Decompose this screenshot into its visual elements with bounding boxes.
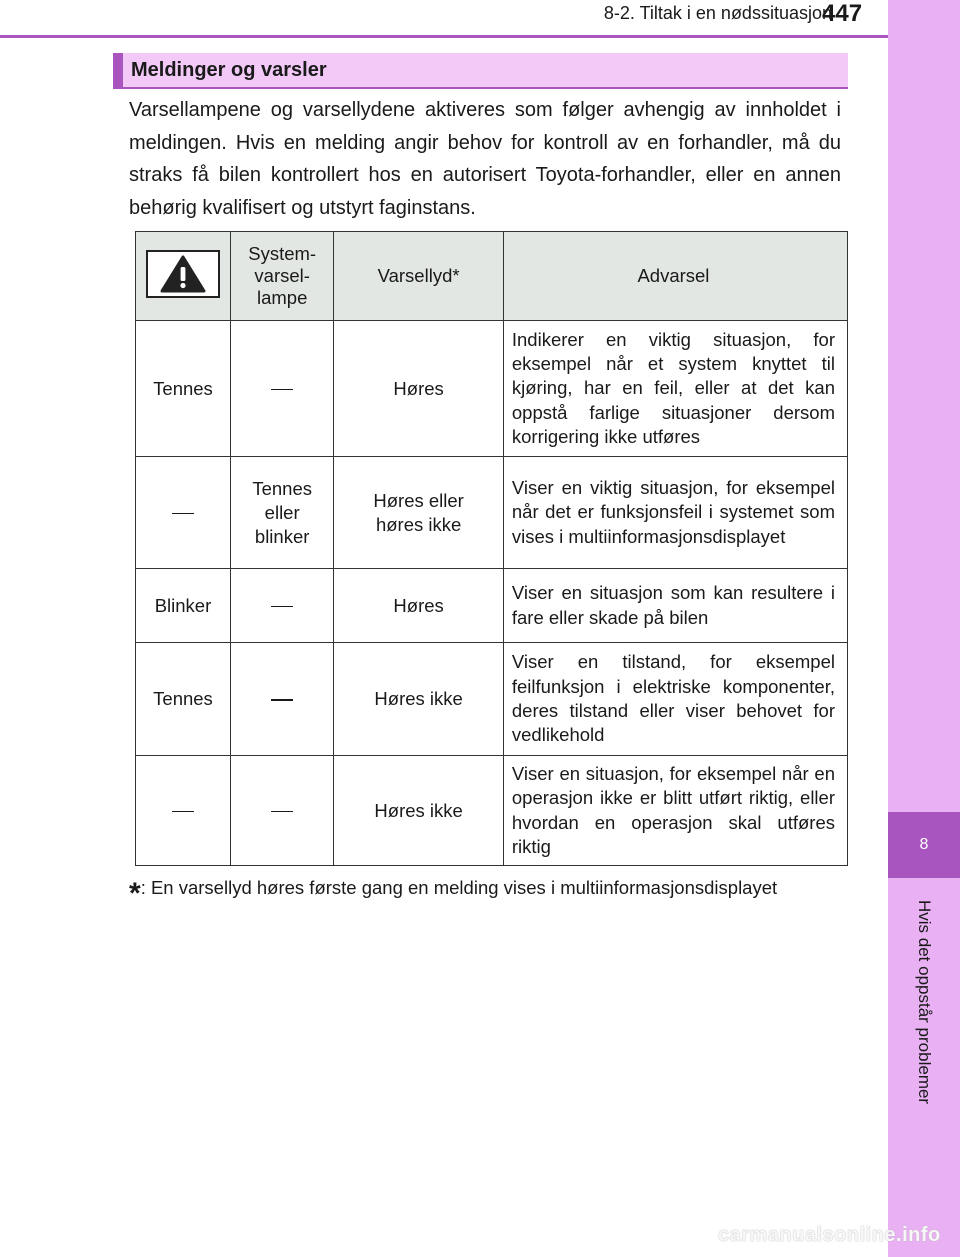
cell-sound: Høres ikke [334, 643, 504, 756]
dash-icon [172, 513, 194, 514]
dash-icon [172, 811, 194, 812]
intro-paragraph: Varsellampene og varsellydene aktiveres som følger avhengig av innholdet i meldingen. Hvis en melding angir behov for kontroll av en forhandler, må du straks få bilen kontrollert hos en autorisert Toyota-forhandler, eller en annen behørig kvalifisert og utstyrt faginstans. [129, 99, 841, 219]
cell-warning: Indikerer en viktig situasjon, for eksempel når et system knyttet til kjøring, har en feil, eller at det kan oppstå farlige situasjoner dersom korrigering ikke utføres [503, 321, 847, 457]
header-icon-cell [136, 232, 231, 321]
footnote-marker: * [129, 877, 141, 910]
watermark: carmanualsonline.info [718, 1224, 941, 1246]
table-row [136, 643, 848, 756]
section-heading: Meldinger og varsler [113, 53, 848, 89]
cell-system-empty [230, 321, 333, 457]
dash-icon [271, 811, 293, 812]
column-header-sound: Varsellyd* [334, 232, 504, 321]
cell-sound: Høres [334, 569, 504, 643]
table-row [136, 457, 848, 569]
table-header-row [136, 232, 848, 321]
dash-icon [271, 389, 293, 390]
dash-icon [271, 606, 293, 607]
table-row [136, 756, 848, 866]
master-warning-icon [146, 250, 220, 298]
dash-icon [271, 699, 293, 700]
cell-system-empty [230, 643, 333, 756]
cell-lamp-empty [136, 457, 231, 569]
table-row [136, 321, 848, 457]
chapter-number-badge: 8 [888, 812, 960, 878]
footnote [129, 875, 841, 910]
cell-system-empty [230, 569, 333, 643]
cell-lamp: Blinker [136, 569, 231, 643]
page-number: 447 [822, 0, 863, 27]
cell-sound: Høres [334, 321, 504, 457]
cell-warning: Viser en situasjon, for eksempel når en operasjon ikke er blitt utført riktig, eller hvordan en operasjon skal utføres riktig [503, 756, 847, 866]
cell-lamp-empty [136, 756, 231, 866]
cell-system-empty [230, 756, 333, 866]
header-divider [0, 35, 888, 38]
cell-system: Tennes eller blinker [230, 457, 333, 569]
column-header-system-lamp: System- varsel- lampe [230, 232, 333, 321]
cell-warning: Viser en viktig situasjon, for eksempel når det er funksjonsfeil i systemet som vises i multiinformasjonsdisplayet [503, 457, 847, 569]
footnote-text: : En varsellyd høres første gang en melding vises i multiinformasjonsdisplayet [140, 877, 778, 898]
cell-sound: Høres eller høres ikke [334, 457, 504, 569]
cell-warning: Viser en tilstand, for eksempel feilfunksjon i elektriske komponenter, deres tilstand eller viser behovet for vedlikehold [503, 643, 847, 756]
cell-sound: Høres ikke [334, 756, 504, 866]
table-row [136, 569, 848, 643]
cell-warning: Viser en situasjon som kan resultere i fare eller skade på bilen [503, 569, 847, 643]
cell-lamp: Tennes [136, 643, 231, 756]
header-section-title: 8-2. Tiltak i en nødssituasjon [603, 3, 832, 23]
chapter-title-vertical: Hvis det oppstår problemer [915, 900, 934, 1105]
warning-table [135, 231, 848, 866]
cell-lamp: Tennes [136, 321, 231, 457]
column-header-warning: Advarsel [503, 232, 847, 321]
